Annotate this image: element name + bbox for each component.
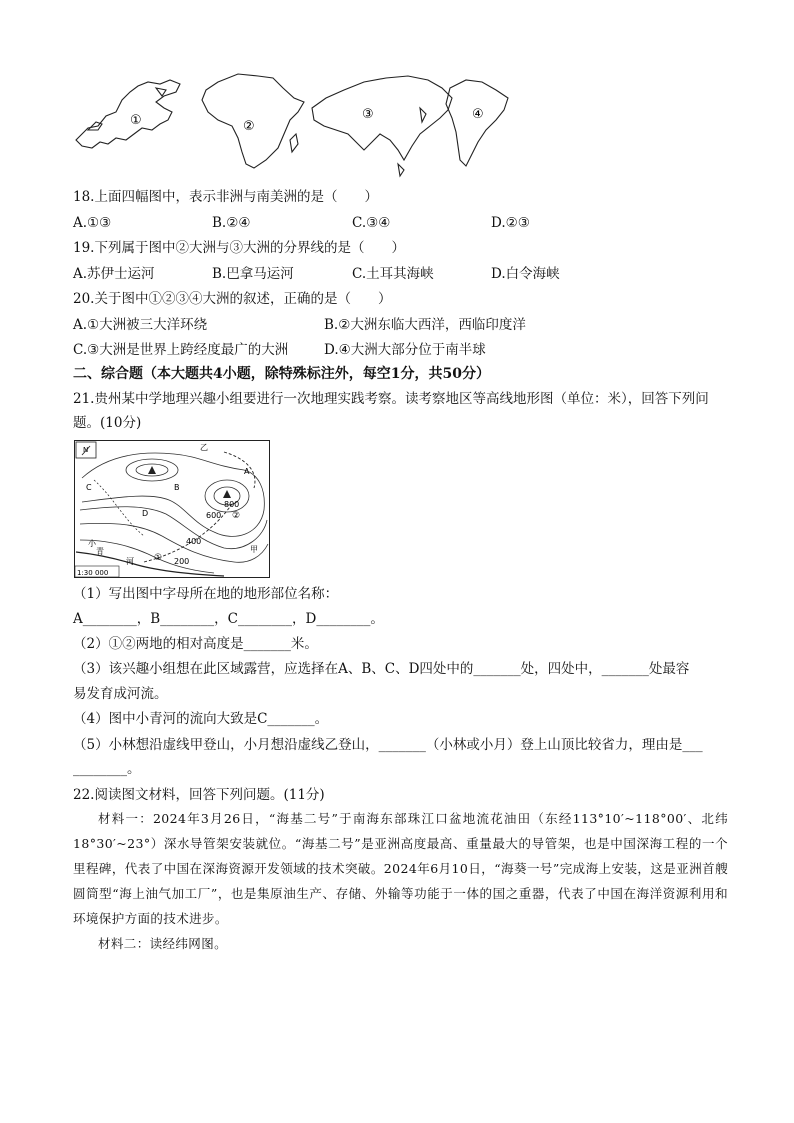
point-a: A — [244, 467, 250, 476]
map-label-3: ③ — [362, 107, 374, 122]
q21-sub1: （1）写出图中字母所在地的地形部位名称： — [73, 586, 339, 602]
q21-stem-line1: 21.贵州某中学地理兴趣小组要进行一次地理实践考察。读考察地区等高线地形图（单位：米），回答下列问 — [73, 391, 709, 407]
north-label: N — [83, 446, 89, 454]
q20-option-d: D.④大洲大部分位于南半球 — [324, 342, 486, 358]
q19-option-b: B.巴拿马运河 — [212, 266, 294, 282]
q18-stem: 18.上面四幅图中，表示非洲与南美洲的是（ ） — [73, 189, 378, 205]
south-america-map — [446, 80, 508, 166]
q20-option-a: A.①大洲被三大洋环绕 — [73, 317, 208, 333]
contour-label-600: 600 — [206, 511, 222, 520]
point-2: ② — [232, 511, 241, 521]
map-label-4: ④ — [472, 107, 484, 122]
route-label-jia: 甲 — [250, 545, 258, 554]
contour-label-800: 800 — [224, 500, 240, 509]
q19-option-c: C.土耳其海峡 — [352, 266, 434, 282]
q19-option-a: A.苏伊士运河 — [73, 266, 155, 282]
river-label-3: 河 — [126, 557, 134, 566]
section2-heading: 二、综合题（本大题共4小题，除特殊标注外，每空1分，共50分） — [73, 366, 490, 382]
point-b: B — [174, 483, 180, 492]
q21-stem-line2: 题。(10分) — [73, 415, 142, 431]
route-label-yi: 乙 — [200, 443, 208, 452]
q22-material2: 材料二：读经纬网图。 — [98, 936, 228, 951]
q19-option-d: D.白令海峡 — [491, 266, 560, 282]
q22-material-block — [73, 806, 728, 956]
map-label-1: ① — [130, 113, 142, 128]
q21-sub3-line2: 易发育成河流。 — [73, 686, 168, 702]
map-scale: 1:30 000 — [77, 569, 109, 577]
contour-map — [74, 440, 270, 578]
q20-option-b: B.②大洲东临大西洋，西临印度洋 — [324, 317, 526, 333]
q21-sub4: （4）图中小青河的流向大致是C_______。 — [73, 711, 329, 727]
q22-material1: 材料一：2024年3月26日，“海基二号”于南海东部珠江口盆地流花油田（东经113°10′~118°00′、北纬18°30′~23°）深水导管架安装就位。“海基二号”是亚洲高度最高、重量最大的导管架，也是中国深海工程的一个里程碑，代表了中国在深海资源开发领域的技术突破。2024年6月10日，“海葵一号”完成海上安装，这是亚洲首艘圆筒型“海上油气加工厂”，也是集原油生产、存储、外输等功能于一体的国之重器，代表了中国在海洋资源利用和环境保护方面的技术进步。 — [73, 811, 728, 926]
river-label-1: 小 — [88, 539, 96, 548]
q18-option-d: D.②③ — [491, 215, 530, 231]
point-c: C — [86, 483, 92, 492]
europe-map — [76, 80, 180, 148]
q21-sub3-line1: （3）该兴趣小组想在此区域露营，应选择在A、B、C、D四处中的_______处，四处中，_______处最容 — [73, 661, 690, 677]
q19-stem: 19.下列属于图中②大洲与③大洲的分界线的是（ ） — [73, 240, 405, 256]
q20-option-c: C.③大洲是世界上跨经度最广的大洲 — [73, 342, 289, 358]
q22-stem: 22.阅读图文材料，回答下列问题。(11分) — [73, 787, 325, 803]
q21-sub5-line2: ________。 — [73, 761, 141, 777]
continent-maps — [68, 68, 538, 183]
q18-option-b: B.②④ — [212, 215, 251, 231]
q20-stem: 20.关于图中①②③④大洲的叙述，正确的是（ ） — [73, 291, 392, 307]
point-1: ① — [154, 553, 163, 563]
contour-label-400: 400 — [186, 537, 202, 546]
q21-sub1-blanks: A________，B________，C________，D________。 — [73, 611, 384, 627]
asia-map — [312, 76, 452, 176]
contour-label-200: 200 — [174, 557, 190, 566]
q21-sub2: （2）①②两地的相对高度是_______米。 — [73, 636, 318, 652]
q18-option-c: C.③④ — [352, 215, 391, 231]
q21-sub5-line1: （5）小林想沿虚线甲登山，小月想沿虚线乙登山，_______（小林或小月）登上山顶比较省力，理由是___ — [73, 737, 703, 753]
point-d: D — [142, 509, 149, 518]
map-label-2: ② — [243, 119, 255, 134]
river-label-2: 青 — [96, 547, 104, 556]
q18-option-a: A.①③ — [73, 215, 112, 231]
